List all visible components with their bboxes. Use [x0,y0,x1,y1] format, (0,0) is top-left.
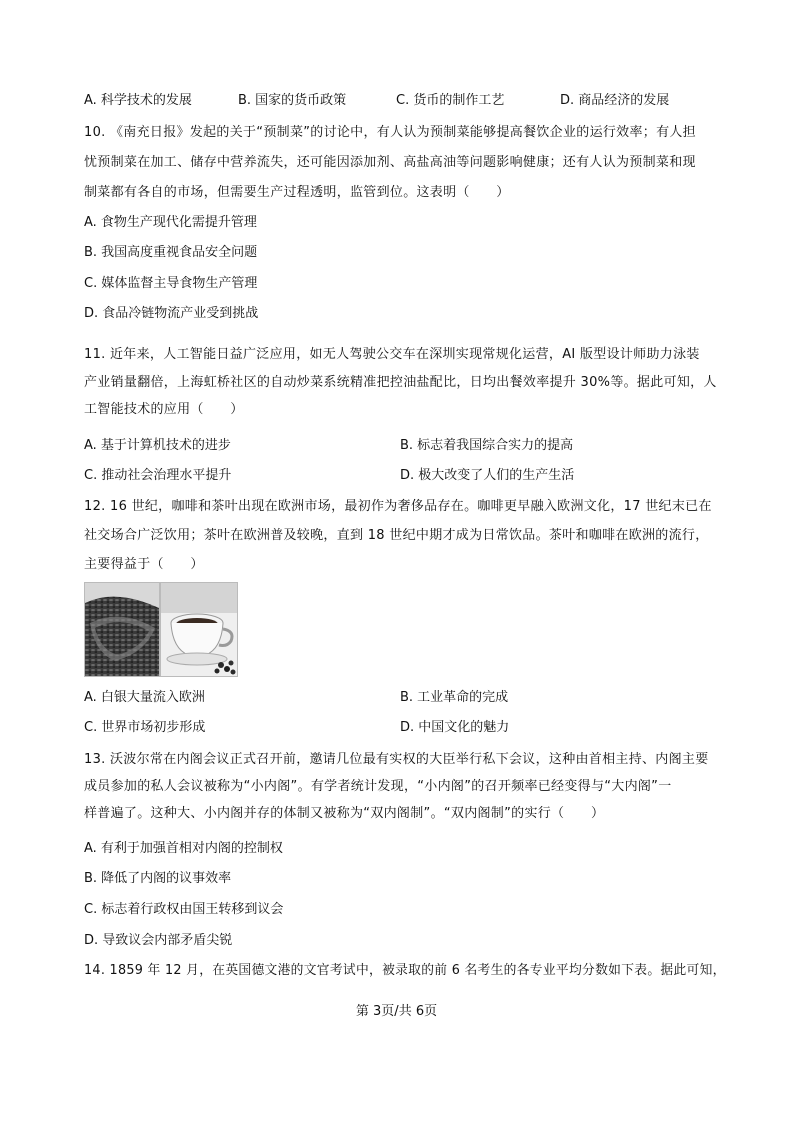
q13-stem-line-2: 成员参加的私人会议被称为“小内阁”。有学者统计发现，“小内阁”的召开频率已经变得与“大内阁”一 [84,779,672,794]
q10-option-a: A. 食物生产现代化需提升管理 [84,215,257,230]
coffee-cup-photo [160,582,238,677]
q9-option-b: B. 国家的货币政策 [238,93,347,108]
tea-leaves-photo [84,582,160,677]
q12-stem-line-3: 主要得益于（ ） [84,557,204,572]
q10-option-d: D. 食品冷链物流产业受到挑战 [84,306,259,321]
q11-option-b: B. 标志着我国综合实力的提高 [400,438,574,453]
q11-stem-line-3: 工智能技术的应用（ ） [84,402,244,417]
q14-stem-line-1: 14. 1859 年 12 月，在英国德文港的文官考试中，被录取的前 6 名考生的各专业平均分数如下表。据此可知， [84,963,726,978]
q12-stem-line-1: 12. 16 世纪，咖啡和茶叶出现在欧洲市场，最初作为奢侈品存在。咖啡更早融入欧洲文化，17 世纪末已在 [84,499,712,514]
q13-option-a: A. 有利于加强首相对内阁的控制权 [84,841,283,856]
q12-option-a: A. 白银大量流入欧洲 [84,690,205,705]
q11-stem-line-1: 11. 近年来，人工智能日益广泛应用，如无人驾驶公交车在深圳实现常规化运营，AI 版型设计师助力泳装 [84,347,700,362]
page-number: 第 3页/共 6页 [355,1004,438,1019]
q9-option-d: D. 商品经济的发展 [560,93,670,108]
q9-option-a: A. 科学技术的发展 [84,93,192,108]
q10-option-b: B. 我国高度重视食品安全问题 [84,245,258,260]
q10-stem-line-2: 忧预制菜在加工、储存中营养流失，还可能因添加剂、高盐高油等问题影响健康；还有人认为预制菜和现 [84,155,696,170]
q11-stem-line-2: 产业销量翻倍，上海虹桥社区的自动炒菜系统精准把控油盐配比，日均出餐效率提升 30%等。据此可知，人 [84,375,717,390]
q13-stem-line-3: 样普遍了。这种大、小内阁并存的体制又被称为“双内阁制”。“双内阁制”的实行（ ） [84,806,605,821]
q10-option-c: C. 媒体监督主导食物生产管理 [84,276,258,291]
q13-option-d: D. 导致议会内部矛盾尖锐 [84,933,233,948]
q11-option-a: A. 基于计算机技术的进步 [84,438,231,453]
q10-stem-line-1: 10. 《南充日报》发起的关于“预制菜”的讨论中，有人认为预制菜能够提高餐饮企业的运行效率；有人担 [84,125,696,140]
q9-option-c: C. 货币的制作工艺 [396,93,505,108]
q13-stem-line-1: 13. 沃波尔常在内阁会议正式召开前，邀请几位最有实权的大臣举行私下会议，这种由首相主持、内阁主要 [84,752,709,767]
q11-option-c: C. 推动社会治理水平提升 [84,468,232,483]
q13-option-b: B. 降低了内阁的议事效率 [84,871,232,886]
q12-stem-line-2: 社交场合广泛饮用；茶叶在欧洲普及较晚，直到 18 世纪中期才成为日常饮品。茶叶和咖啡在欧洲的流行， [84,528,709,543]
q12-option-c: C. 世界市场初步形成 [84,720,206,735]
q11-option-d: D. 极大改变了人们的生产生活 [400,468,575,483]
q12-option-b: B. 工业革命的完成 [400,690,509,705]
q13-option-c: C. 标志着行政权由国王转移到议会 [84,902,284,917]
q12-option-d: D. 中国文化的魅力 [400,720,510,735]
q10-stem-line-3: 制菜都有各自的市场，但需要生产过程透明，监管到位。这表明（ ） [84,185,510,200]
